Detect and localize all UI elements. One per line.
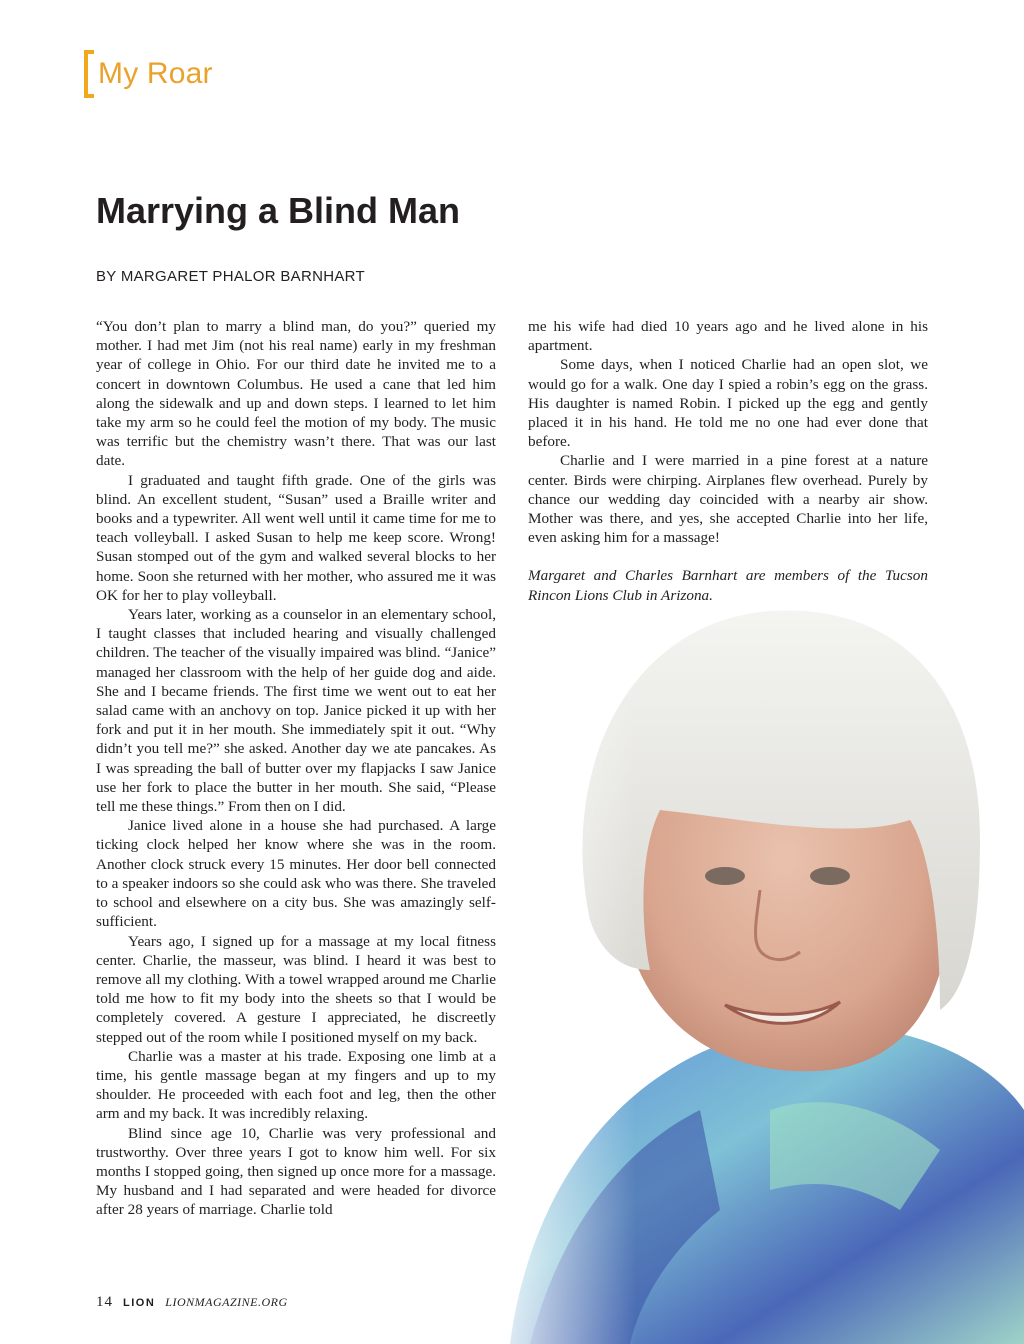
article-column-right — [528, 317, 928, 605]
magazine-name: LION — [123, 1297, 156, 1309]
paragraph: Charlie was a master at his trade. Exposing one limb at a time, his gentle massage began at my fingers and up to my shoulder. He proceeded with each foot and leg, then the other arm and my back. It was incredibly relaxing. — [96, 1047, 496, 1123]
paragraph: I graduated and taught fifth grade. One of the girls was blind. An excellent student, “Susan” used a Braille writer and books and a typewriter. All went well until it came time for me to teach volleyball. I asked Susan to help me keep score. Wrong! Susan stomped out of the gym and walked several blocks to her home. Soon she returned with her mother, who assured me it was OK for her to play volleyball. — [96, 471, 496, 604]
bracket-decoration — [84, 50, 94, 98]
paragraph: Janice lived alone in a house she had purchased. A large ticking clock helped her know where she was in the room. Another clock struck every 15 minutes. Her door bell connected to a speaker indoors so she could ask who was there. She traveled to school and elsewhere on a city bus. She was amazingly self-sufficient. — [96, 817, 496, 931]
paragraph: “You don’t plan to marry a blind man, do you?” queried my mother. I had met Jim (not his real name) early in my freshman year of college in Ohio. For our third date he invited me to a concert in downtown Columbus. He used a cane that led him along the sidewalk and up and down steps. I learned to let him take my arm so he could feel the motion of my body. The music was terrific but the chemistry wasn’t there. That was our last date. — [96, 318, 496, 470]
author-bio: Margaret and Charles Barnhart are members of the Tucson Rincon Lions Club in Arizona. — [528, 567, 928, 604]
article-column-left — [96, 317, 496, 1220]
paragraph: Charlie and I were married in a pine forest at a nature center. Birds were chirping. Airplanes flew overhead. Purely by chance our wedding day coincided with a nearby air show. Mother was there, and yes, she accepted Charlie into her life, even asking him for a massage! — [528, 452, 928, 547]
paragraph: Blind since age 10, Charlie was very professional and trustworthy. Over three years I got to know him well. For six months I stopped going, then signed up once more for a massage. My husband and I had separated and were headed for divorce after 28 years of marriage. Charlie told — [96, 1124, 496, 1219]
byline-prefix: BY — [96, 268, 117, 285]
paragraph: Years later, working as a counselor in an elementary school, I taught classes that included hearing and visually challenged children. The teacher of the visually impaired was blind. “Janice” managed her classroom with the help of her guide dog and aide. She and I became friends. The first time we went out to eat her salad came with an anchovy on top. Janice picked it up with her fork and put it in her mouth. She immediately spit it out. “Why didn’t you tell me?” she asked. Another day we ate pancakes. As I was spreading the ball of butter over my flapjacks I saw Janice use her fork to place the butter in her mouth. She said, “Please tell me these things.” From then on I did. — [96, 606, 496, 816]
magazine-url[interactable]: LIONMAGAZINE.ORG — [165, 1295, 288, 1309]
section-label: My Roar — [98, 57, 213, 90]
page-number: 14 — [96, 1294, 113, 1310]
paragraph: Years ago, I signed up for a massage at my local fitness center. Charlie, the masseur, was blind. I heard it was best to remove all my clothing. With a towel wrapped around me Charlie told me how to fit my body into the sheets so that I would be completely covered. A gesture I appreciated, he discreetly stepped out of the room while I positioned myself on my back. — [96, 932, 496, 1046]
author-portrait — [470, 590, 1024, 1344]
page-footer — [96, 1294, 288, 1311]
article-title: Marrying a Blind Man — [96, 190, 461, 231]
paragraph: me his wife had died 10 years ago and he lived alone in his apartment. — [528, 318, 928, 355]
section-tag — [84, 50, 213, 98]
paragraph: Some days, when I noticed Charlie had an open slot, we would go for a walk. One day I spied a robin’s egg on the grass. His daughter is named Robin. I picked up the egg and gently placed it in his hand. He told me no one had ever done that before. — [528, 356, 928, 451]
byline-author: MARGARET PHALOR BARNHART — [120, 268, 366, 285]
byline — [96, 268, 365, 285]
